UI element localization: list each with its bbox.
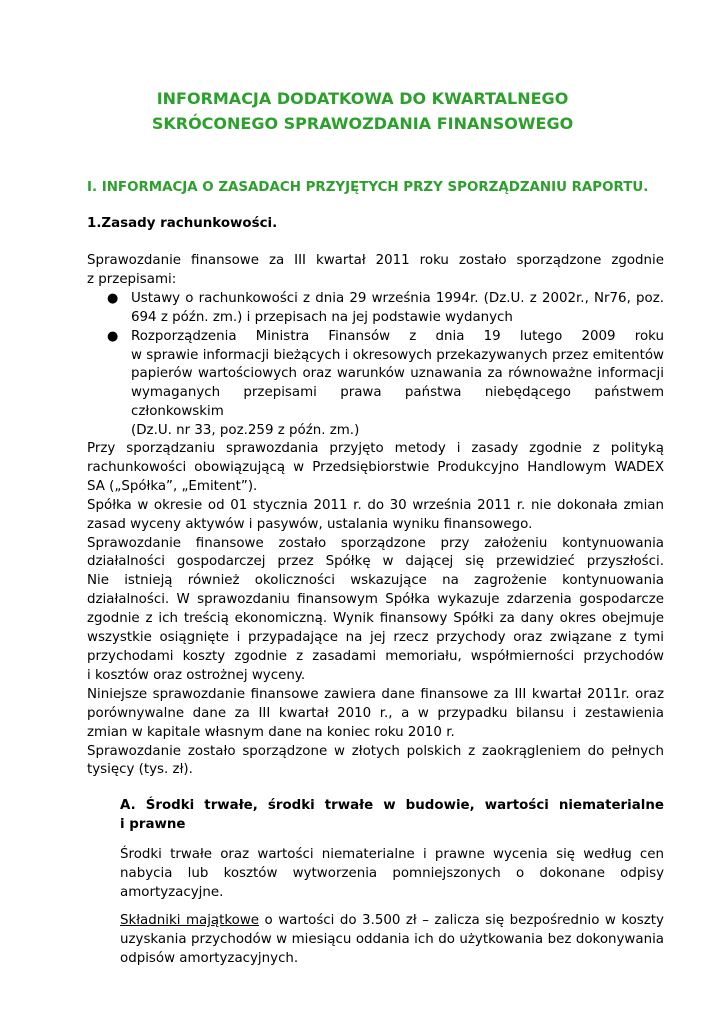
text-line: nabycia lub kosztów wytworzenia pomniejszonych o dokonane odpisy — [120, 865, 664, 881]
heading-line: i prawne — [120, 817, 186, 832]
heading-fixed-assets — [120, 796, 664, 834]
title-line-1: INFORMACJA DODATKOWA DO KWARTALNEGO — [156, 89, 569, 108]
text-line: Sprawozdanie finansowe zostało sporządzone przy założeniu kontynuowania — [87, 535, 664, 551]
subheading-accounting-rules: 1.Zasady rachunkowości. — [87, 216, 278, 231]
text-line: Środki trwałe oraz wartości niematerialne i prawne wycenia się według cen — [120, 847, 664, 862]
text-line: tysięcy (tys. zł). — [87, 762, 193, 778]
list-item-line: w sprawie informacji bieżących i okresowych przekazywanych przez emitentów — [131, 347, 664, 363]
heading-line: A. Środki trwałe, środki trwałe w budowie, wartości niematerialne — [120, 798, 664, 813]
text-line: odpisów amortyzacyjnych. — [120, 950, 299, 966]
intro-paragraph — [87, 252, 664, 441]
list-item — [87, 328, 664, 441]
text-line: zgodnie z ich treścią ekonomiczną. Wynik finansowy Spółki za dany okres obejmuje — [87, 611, 664, 627]
text-line: przychodami koszty zgodnie z zasadami memoriału, współmierności przychodów — [87, 648, 664, 664]
text-line: Spółka w okresie od 01 stycznia 2011 r. do 30 września 2011 r. nie dokonała zmian — [87, 497, 664, 513]
fixed-assets-valuation-paragraph — [120, 846, 664, 903]
text-line: zmian w kapitale własnym dane na koniec roku 2010 r. — [87, 724, 455, 740]
text-line: Sprawozdanie zostało sporządzone w złotych polskich z zaokrągleniem do pełnych — [87, 743, 664, 759]
low-value-assets-paragraph — [120, 912, 664, 969]
text-line — [120, 912, 664, 931]
text-line: porównywalne dane za III kwartał 2010 r., a w przypadku bilansu i zestawienia — [87, 705, 664, 721]
list-item-line: (Dz.U. nr 33, poz.259 z późn. zm.) — [131, 423, 360, 439]
regulations-list — [87, 290, 664, 441]
text-line: działalności gospodarczej przez Spółkę w dającej się przewidzieć przyszłości. — [87, 554, 664, 570]
text-line: Niniejsze sprawozdanie finansowe zawiera dane finansowe za III kwartał 2011r. oraz — [87, 686, 664, 702]
intro-line: Sprawozdanie finansowe za III kwartał 2011 roku zostało sporządzone zgodnie — [87, 253, 664, 268]
policy-paragraphs — [87, 440, 664, 780]
text-line: SA („Spółka”, „Emitent”). — [87, 478, 258, 494]
text-line: amortyzacyjne. — [120, 884, 224, 900]
text-line: rachunkowości obowiązującą w Przedsiębiorstwie Produkcyjno Handlowym WADEX — [87, 459, 664, 475]
text-line: wszystkie osiągnięte i przypadające na jej rzecz przychody oraz związane z tymi — [87, 630, 664, 646]
text-line: działalności. W sprawozdaniu finansowym Spółka wykazuje zdarzenia gospodarcze — [87, 592, 664, 608]
text-fragment: o wartości do 3.500 zł – zalicza się bezpośrednio w koszty — [259, 913, 664, 928]
text-line: Nie istnieją również okoliczności wskazujące na zagrożenie kontynuowania — [87, 573, 664, 589]
bullet-icon: ● — [107, 328, 119, 344]
list-item-line: papierów wartościowych oraz warunków uznawania za równoważne informacji — [131, 366, 664, 382]
text-line: zasad wyceny aktywów i pasywów, ustalania wyniku finansowego. — [87, 516, 533, 532]
text-line: Przy sporządzaniu sprawozdania przyjęto metody i zasady zgodnie z polityką — [87, 441, 664, 456]
title-line-2: SKRÓCONEGO SPRAWOZDANIA FINANSOWEGO — [151, 114, 574, 133]
list-item-line: Rozporządzenia Ministra Finansów z dnia 19 lutego 2009 roku — [131, 328, 664, 344]
list-item-line: Ustawy o rachunkowości z dnia 29 września 1994r. (Dz.U. z 2002r., Nr76, poz. — [131, 290, 664, 306]
list-item-line: wymaganych przepisami prawa państwa niebędącego państwem członkowskim — [131, 385, 664, 420]
underlined-term: Składniki majątkowe — [120, 913, 260, 928]
text-line: i kosztów oraz ostrożnej wyceny. — [87, 667, 306, 683]
section-heading: I. INFORMACJA O ZASADACH PRZYJĘTYCH PRZY SPORZĄDZANIU RAPORTU. — [87, 180, 649, 195]
list-item — [87, 290, 664, 328]
list-item-line: 694 z późn. zm.) i przepisach na jej podstawie wydanych — [131, 309, 513, 325]
document-title — [60, 86, 665, 136]
bullet-icon: ● — [107, 290, 119, 306]
text-line: uzyskania przychodów w miesiącu oddania ich do użytkowania bez dokonywania — [120, 931, 664, 947]
intro-line: z przepisami: — [87, 271, 177, 287]
